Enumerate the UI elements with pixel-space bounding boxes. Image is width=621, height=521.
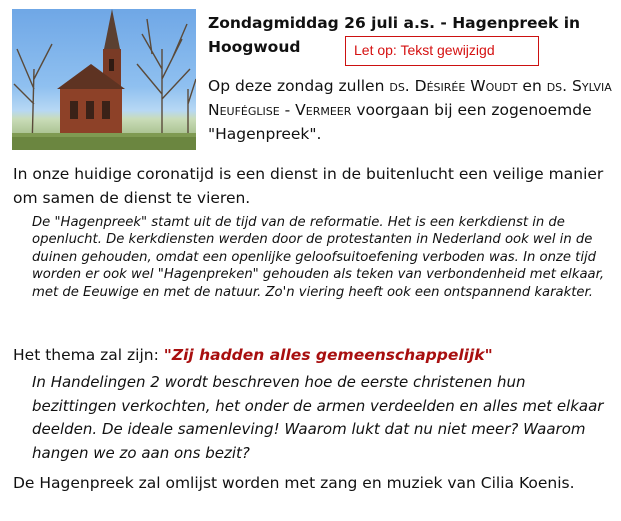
corona-paragraph: In onze huidige coronatijd is een dienst in de buitenlucht een veilige manier om samen de dienst te vieren. [13,165,604,207]
theme-line [13,343,611,367]
history-paragraph: De "Hagenpreek" stamt uit de tijd van de reformatie. Het is een kerkdienst in de openlucht. De kerkdiensten werden door de protestanten in Nederland ook wel in de duinen gehouden, omdat een openlijke geloofsuitoefening verboden was. In onze tijd worden er ook wel "Hagenpreken" gehouden als teken van verbondenheid met elkaar, met de Eeuwige en met de natuur. Zo'n viering heeft ook een ontspannend karakter. [32,215,605,300]
notice-badge: Let op: Tekst gewijzigd [345,36,539,66]
intro-text-and: en [517,77,547,95]
intro-paragraph [208,74,612,146]
intro-text-end: voorgaan bij een zogenoemde "Hagenpreek". [208,101,592,143]
intro-text-start: Op deze zondag zullen [208,77,390,95]
speaker-1: ds. Désirée Woudt [389,77,518,95]
page-title: Zondagmiddag 26 juli a.s. - Hagenpreek in Hoogwoud [208,14,581,56]
church-photo [12,9,196,150]
speaker-2: ds. Sylvia Neuféglise - Vermeer [208,77,612,119]
reflection-paragraph: In Handelingen 2 wordt beschreven hoe de eerste christenen hun bezittingen verkochten, het onder de armen verdeelden en alles met elkaar deelden. De ideale samenleving! Waarom lukt dat nu niet meer? Waarom hangen we zo aan ons bezit? [32,373,604,462]
church-illustration [12,9,196,150]
theme-quote: "Zij hadden alles gemeenschappelijk" [163,346,493,364]
theme-label: Het thema zal zijn: [13,346,164,364]
closing-paragraph: De Hagenpreek zal omlijst worden met zang en muziek van Cilia Koenis. [13,474,575,492]
